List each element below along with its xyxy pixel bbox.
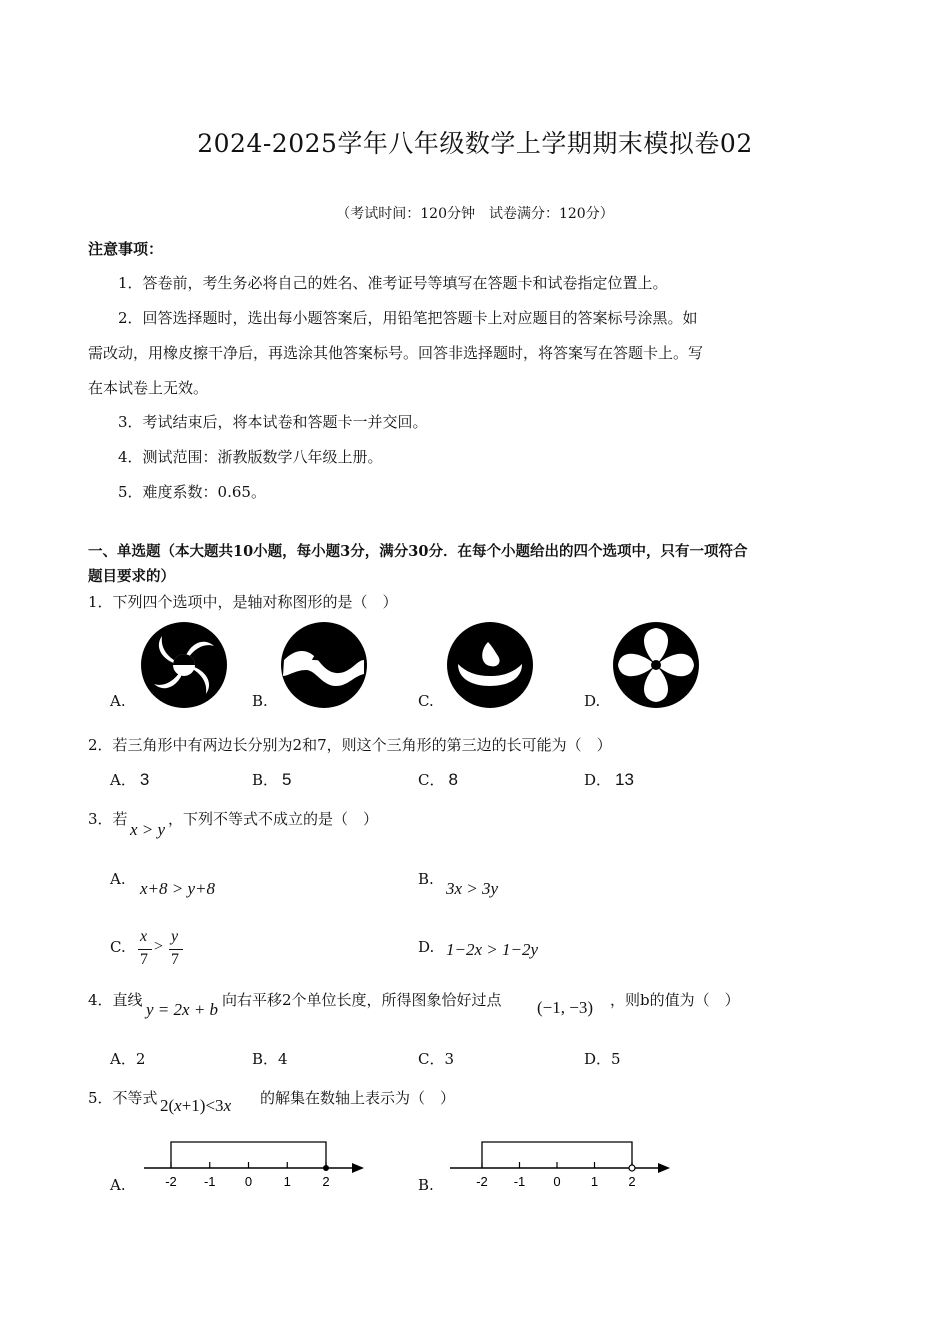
q1-option-c-label: C. — [418, 692, 434, 710]
tick-group — [476, 1162, 635, 1189]
q5-option-b-label: B. — [418, 1176, 434, 1194]
notice-item: 5．难度系数：0.65。 — [118, 483, 266, 501]
notice-item: 4．测试范围：浙教版数学八年级上册。 — [118, 448, 383, 466]
tick-label: -2 — [165, 1174, 177, 1189]
q3-c-denominator-2: 7 — [171, 951, 179, 968]
tick-label: 1 — [590, 1174, 599, 1189]
q1-option-d-label: D. — [584, 692, 601, 710]
page-title: 2024-2025学年八年级数学上学期期末模拟卷02 — [197, 129, 753, 158]
question-4-point: (−1, −3) — [537, 998, 593, 1017]
question-5-stem-suffix: 的解集在数轴上表示为（ ） — [260, 1089, 456, 1107]
q3-option-d-label: D. — [418, 938, 435, 956]
tick-group — [165, 1162, 329, 1189]
question-2-stem: 2．若三角形中有两边长分别为2和7，则这个三角形的第三边的长可能为（ ） — [88, 736, 612, 754]
question-3-stem-suffix: ，下列不等式不成立的是（ ） — [168, 810, 379, 828]
question-4-line: y = 2x + b — [146, 1000, 219, 1019]
q2-option-d — [584, 769, 634, 790]
q5-option-a-label: A. — [110, 1176, 126, 1194]
tick-label: 2 — [628, 1174, 636, 1189]
q4-option-a — [110, 1048, 145, 1069]
notice-heading: 注意事项： — [88, 240, 164, 258]
tick-label: 1 — [283, 1174, 291, 1189]
question-5-stem-prefix: 5．不等式 — [88, 1089, 158, 1107]
q4-option-d-value: 5 — [611, 1050, 621, 1068]
notice-item: 2．回答选择题时，选出每小题答案后，用铅笔把答题卡上对应题目的答案标号涂黑。如 — [118, 309, 698, 327]
tick-label: 0 — [244, 1174, 253, 1189]
q3-option-d-math: 1−2x > 1−2y — [446, 940, 539, 959]
q5-option-b-number-line — [444, 1132, 684, 1192]
section-heading: 一、单选题（本大题共10小题，每小题3分，满分30分．在每个小题给出的四个选项中，只有一项符合 — [88, 543, 748, 560]
notice-item: 1．答卷前，考生务必将自己的姓名、准考证号等填写在答题卡和试卷指定位置上。 — [118, 274, 668, 292]
q4-option-d-label: D． — [584, 1050, 612, 1068]
question-1-stem: 1．下列四个选项中，是轴对称图形的是（ ） — [88, 593, 398, 611]
q3-c-fraction-bar-2 — [169, 949, 183, 950]
q2-option-b-label: B． — [252, 771, 279, 789]
tick-label: 0 — [553, 1174, 561, 1189]
tick-label: -1 — [203, 1174, 216, 1189]
axis-arrow-icon — [658, 1163, 670, 1173]
q4-option-a-label: A． — [110, 1050, 136, 1068]
q1-option-d-figure — [610, 620, 702, 710]
q3-option-b-math: 3x > 3y — [446, 879, 499, 898]
notice-item: 需改动，用橡皮擦干净后，再选涂其他答案标号。回答非选择题时，将答案写在答题卡上。写 — [88, 344, 704, 362]
q1-option-a-figure — [138, 620, 230, 710]
q2-option-a-label: A． — [110, 771, 136, 789]
q4-option-c — [418, 1048, 454, 1069]
question-3-stem-prefix: 3．若 — [88, 810, 128, 828]
q3-option-c-math — [138, 928, 188, 972]
q4-option-d — [584, 1048, 621, 1069]
q4-option-b-value: 4 — [278, 1050, 288, 1068]
exam-subtitle: （考试时间：120分钟 试卷满分：120分） — [336, 206, 614, 222]
q1-option-b-figure — [278, 620, 370, 710]
q3-option-b-label: B. — [418, 870, 434, 888]
tick-label: -2 — [476, 1174, 488, 1189]
q2-option-c-label: C． — [418, 771, 445, 789]
q4-option-c-value: 3 — [444, 1050, 455, 1068]
q2-option-a — [110, 769, 149, 790]
axis-arrow-icon — [352, 1163, 364, 1173]
q2-option-c-value: 8 — [448, 770, 458, 789]
q4-option-b — [252, 1048, 288, 1069]
tick-label: -1 — [513, 1174, 526, 1189]
q3-c-operator: > — [154, 938, 164, 955]
notice-item: 3．考试结束后，将本试卷和答题卡一并交回。 — [118, 413, 428, 431]
question-4-stem-prefix: 4．直线 — [88, 991, 143, 1009]
q1-option-c-figure — [444, 620, 536, 710]
q3-c-numerator-2: y — [171, 928, 179, 945]
question-5-inequality: 2(x+1)<3x — [160, 1096, 232, 1115]
q3-c-numerator-1: x — [140, 928, 148, 945]
q3-option-a-label: A. — [110, 870, 126, 888]
q3-c-fraction-bar-1 — [138, 949, 152, 950]
question-3-condition: x > y — [130, 820, 166, 839]
hollow-endpoint — [629, 1165, 635, 1171]
q1-option-b-label: B. — [252, 692, 268, 710]
solid-endpoint — [323, 1165, 329, 1171]
q2-option-b — [252, 769, 292, 790]
question-4-stem-suffix: ，则b的值为（ ） — [610, 991, 740, 1009]
q2-option-c — [418, 769, 458, 790]
q4-option-b-label: B． — [252, 1050, 279, 1068]
notice-item: 在本试卷上无效。 — [88, 379, 209, 397]
q4-option-c-label: C． — [418, 1050, 445, 1068]
q5-option-a-number-line — [138, 1132, 378, 1192]
q1-option-a-label: A. — [110, 692, 126, 710]
q3-option-c-label: C. — [110, 938, 126, 956]
q2-option-b-value: 5 — [282, 770, 292, 789]
question-4-stem-middle: 向右平移2个单位长度，所得图象恰好过点 — [222, 991, 502, 1009]
q4-option-a-value: 2 — [135, 1050, 146, 1068]
q3-option-a-math: x+8 > y+8 — [140, 879, 216, 898]
q2-option-a-value: 3 — [139, 770, 150, 789]
q2-option-d-value: 13 — [615, 770, 634, 789]
q3-c-denominator-1: 7 — [140, 951, 148, 968]
section-heading-cont: 题目要求的） — [88, 568, 175, 585]
q2-option-d-label: D． — [584, 771, 612, 789]
tick-label: 2 — [322, 1174, 330, 1189]
